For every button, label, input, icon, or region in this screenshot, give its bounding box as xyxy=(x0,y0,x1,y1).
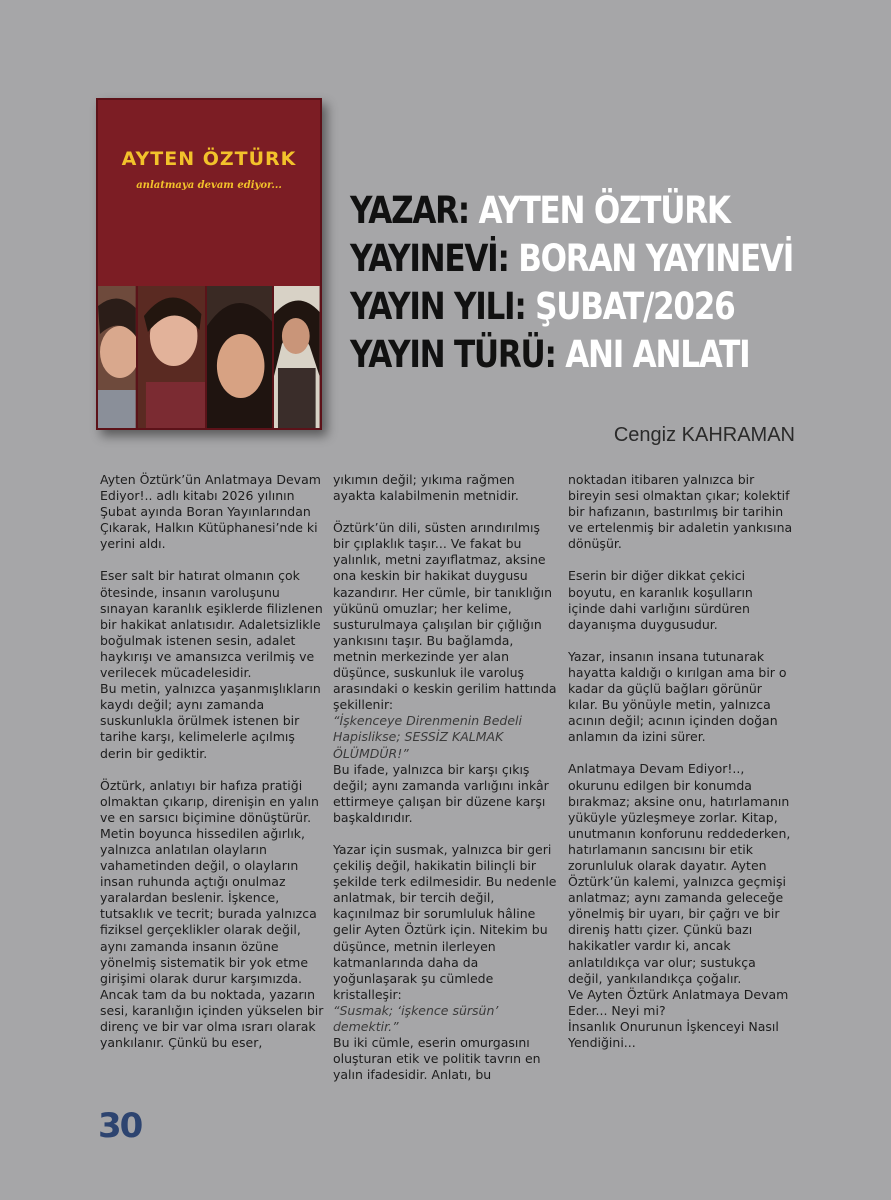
paragraph: Eser salt bir hatırat olmanın çok ötesinde, insanın varoluşunu sınayan karanlık eşiklerde filizlenen bir hakikat anlatısıdır. Adaletsizlikle boğulmak istenen sesin, adalet haykırışı ve amansızca verilmiş ve verilecek mücadelesidir. xyxy=(100,568,323,681)
cover-photo-4 xyxy=(274,286,320,428)
paragraph: Bu iki cümle, eserin omurgasını oluşturan etik ve politik tavrın en yalın ifadesidir. Anlatı, bu xyxy=(333,1035,541,1083)
meta-year: YAYIN YILI: ŞUBAT/2026 xyxy=(350,285,735,328)
text-column-3 xyxy=(568,472,794,1051)
paragraph: Anlatmaya Devam Ediyor!.., okurunu edilgen bir konumda bırakmaz; aksine onu, hatırlamanın yüküyle yüzleşmeye zorlar. Kitap, unutmanın konforunu reddederken, hatırlamanın sancısını bir etik zorunluluk olarak dayatır. Ayten Öztürk’ün kalemi, yalnızca geçmişi anlatmaz; aynı zamanda geleceğe yönelmiş bir uyarı, bir çağrı ve bir direniş hattı çizer. Çünkü bazı hakikatler vardır ki, ancak anlatıldıkça var olur; sustukça değil, yankılandıkça çoğalır. xyxy=(568,761,791,986)
article-byline: Cengiz KAHRAMAN xyxy=(613,424,795,446)
paragraph: Ayten Öztürk’ün Anlatmaya Devam Ediyor!.. adlı kitabı 2026 yılının Şubat ayında Boran Yayınlarından Çıkarak, Halkın Kütüphanesi’nde ki yerini aldı. xyxy=(100,472,321,552)
meta-author: YAZAR: AYTEN ÖZTÜRK xyxy=(350,189,730,232)
meta-genre: YAYIN TÜRÜ: ANI ANLATI xyxy=(350,333,750,376)
cover-photo-1 xyxy=(98,286,136,428)
paragraph: Bu metin, yalnızca yaşanmışlıkların kaydı değil; aynı zamanda suskunlukla örülmek istenen bir tarihe karşı, kelimelerle açılmış derin bir gediktir. xyxy=(100,681,321,761)
paragraph: Öztürk’ün dili, süsten arındırılmış bir çıplaklık taşır... Ve fakat bu yalınlık, metni zayıflatmaz, aksine ona keskin bir hakikat duygusu kazandırır. Her cümle, bir tanıklığın yükünü omuzlar; her kelime, susturulmaya çalışılan bir çığlığın yankısını taşır. Bu bağlamda, metnin merkezinde yer alan düşünce, suskunluk ile varoluş arasındaki o keskin gerilim hattında şekillenir: xyxy=(333,520,557,713)
cover-photo-3 xyxy=(207,286,272,428)
paragraph: yıkımın değil; yıkıma rağmen ayakta kalabilmenin metnidir. xyxy=(333,472,519,504)
paragraph: Yazar için susmak, yalnızca bir geri çekiliş değil, hakikatin bilinçli bir şekilde terk edilmesidir. Bu nedenle anlatmak, bir tercih değil, kaçınılmaz bir sorumluluk hâline gelir Ayten Öztürk için. Nitekim bu düşünce, metnin ilerleyen katmanlarında daha da yoğunlaşarak şu cümlede kristalleşir: xyxy=(333,841,557,1002)
text-column-1 xyxy=(100,472,326,1067)
book-cover xyxy=(96,98,322,430)
pull-quote: “Susmak; ‘işkence sürsün’ demektir.” xyxy=(333,1002,499,1034)
book-metadata xyxy=(350,187,794,379)
paragraph: Bu ifade, yalnızca bir karşı çıkış değil; aynı zamanda varlığını inkâr ettirmeye çalışan bir düzene karşı başkaldırıdır. xyxy=(333,761,549,825)
paragraph: Yazar, insanın insana tutunarak hayatta kaldığı o kırılgan ama bir o kadar da güçlü bağları görünür kılar. Bu yönüyle metin, yalnızca acının değil; acının içinden doğan anlamın da izini sürer. xyxy=(568,648,787,745)
meta-publisher: YAYINEVİ: BORAN YAYINEVİ xyxy=(350,237,794,280)
paragraph: İnsanlık Onurunun İşkenceyi Nasıl Yendiğini... xyxy=(568,1018,779,1050)
cover-subtitle: anlatmaya devam ediyor... xyxy=(136,180,282,191)
paragraph: noktadan itibaren yalnızca bir bireyin sesi olmaktan çıkar; kolektif bir hafızanın, bastırılmış bir tarihin ve ertelenmiş bir adaletin yankısına dönüşür. xyxy=(568,472,793,552)
cover-author: AYTEN ÖZTÜRK xyxy=(121,148,297,170)
page-number: 30 xyxy=(98,1106,142,1146)
text-column-2 xyxy=(333,472,559,1099)
cover-photo-2 xyxy=(138,286,205,428)
cover-photo-strip xyxy=(98,286,320,428)
paragraph: Ve Ayten Öztürk Anlatmaya Devam Eder... Neyi mi? xyxy=(568,986,789,1018)
paragraph: Eserin bir diğer dikkat çekici boyutu, en karanlık koşulların içinde dahi varlığını sürdüren dayanışma duygusudur. xyxy=(568,568,753,632)
paragraph: Öztürk, anlatıyı bir hafıza pratiği olmaktan çıkarıp, direnişin en yalın ve en sarsıcı biçimine dönüştürür. Metin boyunca hissedilen ağırlık, yalnızca anlatılan olayların vahametinden değil, o olayların insan ruhunda açtığı onulmaz yaralardan beslenir. İşkence, tutsaklık ve tecrit; burada yalnızca fiziksel gerçeklikler olarak değil, aynı zamanda insanın özüne yönelmiş sistematik bir yok etme girişimi olarak durur karşımızda. Ancak tam da bu noktada, yazarın sesi, karanlığın içinden yükselen bir direnç ve bir var olma ısrarı olarak yankılanır. Çünkü bu eser, xyxy=(100,777,324,1051)
pull-quote: “İşkenceye Direnmenin Bedeli Hapislikse; SESSİZ KALMAK ÖLÜMDÜR!” xyxy=(333,713,522,761)
